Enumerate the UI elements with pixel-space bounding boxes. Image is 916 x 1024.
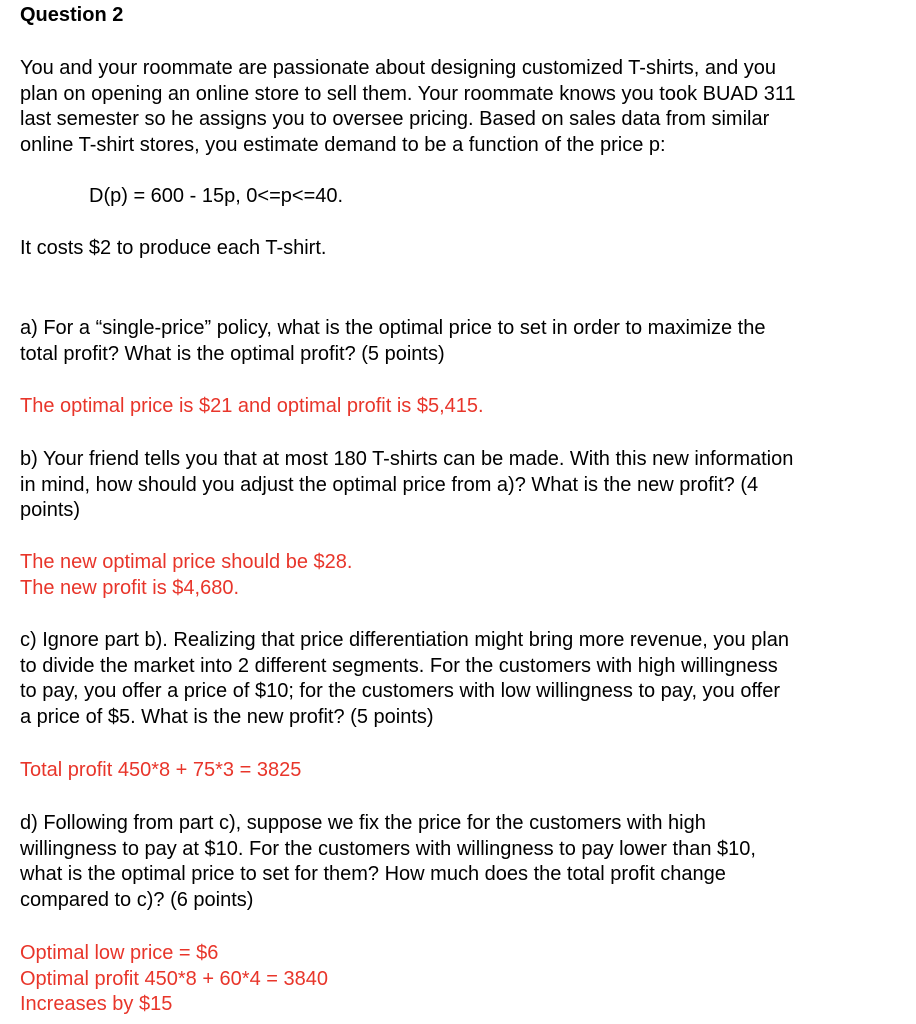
intro-line: last semester so he assigns you to oversee pricing. Based on sales data from similar	[20, 108, 770, 130]
part-c-question	[20, 628, 789, 730]
answer-line: Optimal profit 450*8 + 60*4 = 3840	[20, 967, 328, 990]
answer-line: The optimal price is $21 and optimal profit is $5,415.	[20, 395, 484, 417]
part-b-question	[20, 447, 793, 524]
answer-line: The new optimal price should be $28.	[20, 551, 353, 573]
answer-line: Optimal low price = $6	[20, 942, 219, 964]
question-line: total profit? What is the optimal profit? (5 points)	[20, 342, 445, 365]
cost-note-text: It costs $2 to produce each T-shirt.	[20, 237, 327, 259]
question-line: to divide the market into 2 different segments. For the customers with high willingness	[20, 654, 778, 677]
question-line: d) Following from part c), suppose we fix the price for the customers with high	[20, 812, 706, 834]
part-b-answer	[20, 550, 352, 601]
part-d-question	[20, 811, 756, 913]
intro-paragraph	[20, 56, 796, 158]
question-line: compared to c)? (6 points)	[20, 888, 254, 911]
answer-line: Total profit 450*8 + 75*3 = 3825	[20, 759, 302, 781]
question-line: what is the optimal price to set for them? How much does the total profit change	[20, 863, 726, 885]
intro-line: plan on opening an online store to sell them. Your roommate knows you took BUAD 311	[20, 82, 796, 105]
question-line: a) For a “single-price” policy, what is the optimal price to set in order to maximize the	[20, 317, 766, 339]
part-d-answer	[20, 941, 328, 1018]
part-a-answer	[20, 394, 484, 420]
question-line: willingness to pay at $10. For the customers with willingness to pay lower than $10,	[20, 837, 756, 860]
answer-line: The new profit is $4,680.	[20, 576, 240, 599]
question-line: in mind, how should you adjust the optimal price from a)? What is the new profit? (4	[20, 473, 759, 496]
cost-note	[20, 236, 326, 262]
question-line: to pay, you offer a price of $10; for the customers with low willingness to pay, you offer	[20, 680, 781, 702]
part-c-answer	[20, 758, 301, 784]
question-line: a price of $5. What is the new profit? (5 points)	[20, 705, 434, 728]
question-line: c) Ignore part b). Realizing that price differentiation might bring more revenue, you plan	[20, 629, 789, 651]
demand-formula-text: D(p) = 600 - 15p, 0<=p<=40.	[89, 185, 344, 207]
answer-line: Increases by $15	[20, 993, 173, 1015]
question-line: points)	[20, 499, 81, 521]
part-a-question	[20, 316, 765, 367]
intro-line: online T-shirt stores, you estimate demand to be a function of the price p:	[20, 133, 666, 156]
demand-formula	[89, 184, 343, 210]
question-line: b) Your friend tells you that at most 180 T-shirts can be made. With this new information	[20, 448, 794, 470]
intro-line: You and your roommate are passionate about designing customized T-shirts, and you	[20, 57, 777, 79]
question-title: Question 2	[20, 4, 124, 26]
